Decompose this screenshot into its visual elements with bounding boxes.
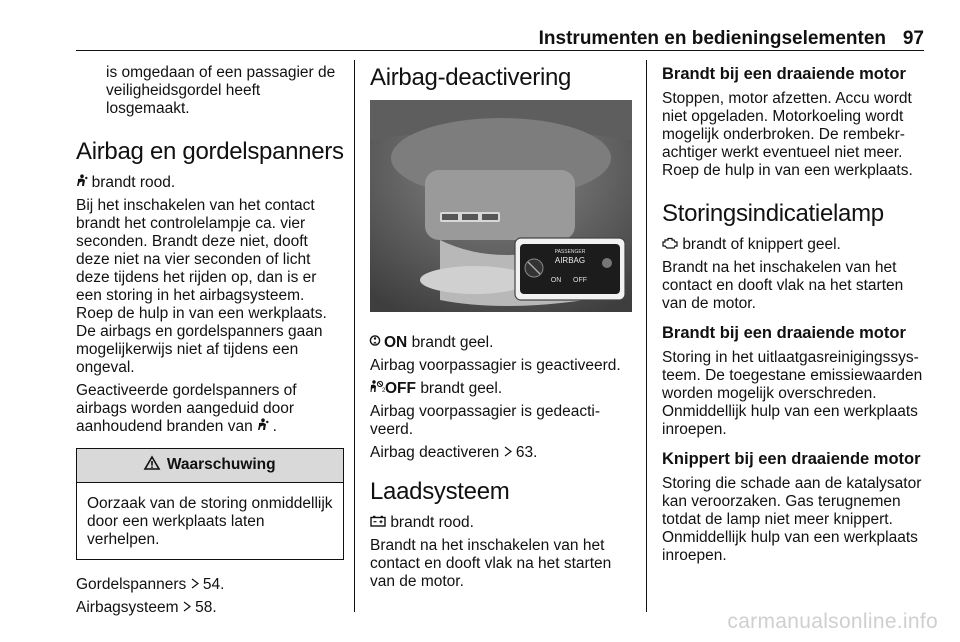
- section-title-airbag: Airbag en gordelspanners: [76, 138, 344, 165]
- airbag-off-icon: [370, 381, 385, 396]
- airbag-on-icon: [370, 335, 384, 350]
- column-divider-2: [646, 60, 647, 612]
- airbag-on-desc: Airbag voorpassagier is geactiveerd.: [370, 357, 621, 374]
- ref-airbagsysteem[interactable]: [76, 599, 344, 617]
- watermark: carmanualsonline.info: [727, 610, 938, 633]
- airbag-para-2-end: .: [272, 418, 277, 435]
- airbag-para-2-text: Geactiveerde gordelspanners of airbags worden aangeduid door aanhoudend branden van: [76, 382, 297, 435]
- battery-status-text: brandt rood.: [390, 514, 474, 531]
- subheading-knippert-draaiende-motor: Knippert bij een draaiende motor: [662, 450, 921, 468]
- warning-header: [77, 449, 343, 483]
- column-2: [370, 64, 635, 596]
- column-divider-1: [354, 60, 355, 612]
- photo-off-label: OFF: [573, 277, 587, 284]
- triangle-right-icon: [191, 577, 199, 592]
- ref-airbag-deactiveren-page: 63.: [515, 444, 538, 461]
- warning-body: Oorzaak van de storing onmiddellijk door een werkplaats laten verhelpen.: [87, 495, 333, 548]
- airbag-off-text: brandt geel.: [420, 380, 503, 397]
- svg-text:2: 2: [382, 388, 386, 394]
- warning-title: Waarschuwing: [166, 456, 276, 473]
- photo-airbag-label: AIRBAG: [554, 256, 586, 265]
- airbag-off-label: OFF: [385, 380, 416, 397]
- subheading-draaiende-motor-1: Brandt bij een draaiende motor: [662, 65, 906, 83]
- airbag-para-1: Bij het inschakelen van het contact brandt het controlelampje ca. vier seconden. Brandt deze niet, dooft deze niet na vier seconden of licht deze tijdens het rijden op, dan is er een storing in het airbagsysteem. Roep de hulp in van een werkplaats. De airbags en gordelspanners gaan mogelijkerwijs niet af tijdens een ongeval.: [76, 197, 327, 376]
- airbag-off-line: [370, 380, 635, 398]
- airbag-off-desc: Airbag voorpassagier is gedeactiveerd.: [370, 403, 601, 438]
- photo-on-label: ON: [550, 277, 562, 284]
- knippert-text: Storing die schade aan de katalysator kan veroorzaken. Gas terugnemen totdat de lamp niet meer knippert. Onmiddellijk hulp van een werkplaats inroepen.: [662, 475, 922, 564]
- ref-gordelspanners-page: 54.: [202, 576, 225, 593]
- section-title-storingsindicatielamp: Storingsindicatielamp: [662, 200, 884, 227]
- airbag-seat-icon: [257, 419, 273, 434]
- engine-status-text: brandt of knippert geel.: [682, 236, 841, 253]
- header-rule: [76, 50, 924, 51]
- battery-icon: [370, 515, 386, 530]
- airbag-on-line: [370, 334, 635, 352]
- triangle-right-icon: [183, 600, 191, 615]
- warning-box: [76, 448, 344, 560]
- draaiende-motor-text-1: Stoppen, motor afzetten. Accu wordt niet opgeladen. Motorkoeling wordt mogelijk onderbroken. De rembekrachtiger werkt eventueel niet meer. Roep de hulp in van een werkplaats.: [662, 90, 913, 179]
- page-header: [0, 0, 960, 50]
- header-title: Instrumenten en bedieningselementen: [538, 28, 886, 49]
- airbag-para-2: [76, 382, 344, 436]
- battery-desc: Brandt na het inschakelen van het contact en dooft vlak na het starten van de motor.: [370, 537, 612, 590]
- airbag-panel-photo: [370, 100, 632, 312]
- engine-icon: [662, 237, 678, 252]
- engine-desc: Brandt na het inschakelen van het contact en dooft vlak na het starten van de motor.: [662, 259, 904, 312]
- page-number: 97: [902, 28, 924, 49]
- airbag-status-text: brandt rood.: [91, 174, 176, 191]
- airbag-seat-icon: [76, 175, 92, 190]
- ref-gordelspanners-label: Gordelspanners: [76, 576, 187, 593]
- column-1: [76, 64, 344, 622]
- ref-airbagsysteem-page: 58.: [195, 599, 217, 616]
- airbag-status: [76, 174, 344, 192]
- photo-passenger-label: PASSENGER: [554, 249, 586, 255]
- intro-text: is omgedaan of een passagier de veiligheidsgordel heeft losgemaakt.: [106, 64, 336, 117]
- ref-gordelspanners[interactable]: [76, 576, 344, 594]
- battery-status: [370, 514, 635, 532]
- subheading-draaiende-motor-2: Brandt bij een draaiende motor: [662, 324, 906, 342]
- section-title-airbag-deactivering: Airbag-deactivering: [370, 64, 572, 91]
- ref-airbagsysteem-label: Airbagsysteem: [76, 599, 179, 616]
- section-title-laadsysteem: Laadsysteem: [370, 478, 510, 505]
- draaiende-motor-text-2: Storing in het uitlaatgasreinigingssysteem. De toegestane emissiewaarden worden mogelijk overschreden. Onmiddellijk hulp van een werkplaats inroepen.: [662, 349, 923, 438]
- column-3: [662, 64, 927, 570]
- warning-triangle-icon: [144, 456, 164, 473]
- triangle-right-icon: [504, 445, 512, 460]
- engine-status: [662, 236, 927, 254]
- airbag-on-label: ON: [384, 334, 408, 351]
- ref-airbag-deactiveren[interactable]: [370, 444, 635, 462]
- ref-airbag-deactiveren-label: Airbag deactiveren: [370, 444, 500, 461]
- airbag-on-text: brandt geel.: [411, 334, 494, 351]
